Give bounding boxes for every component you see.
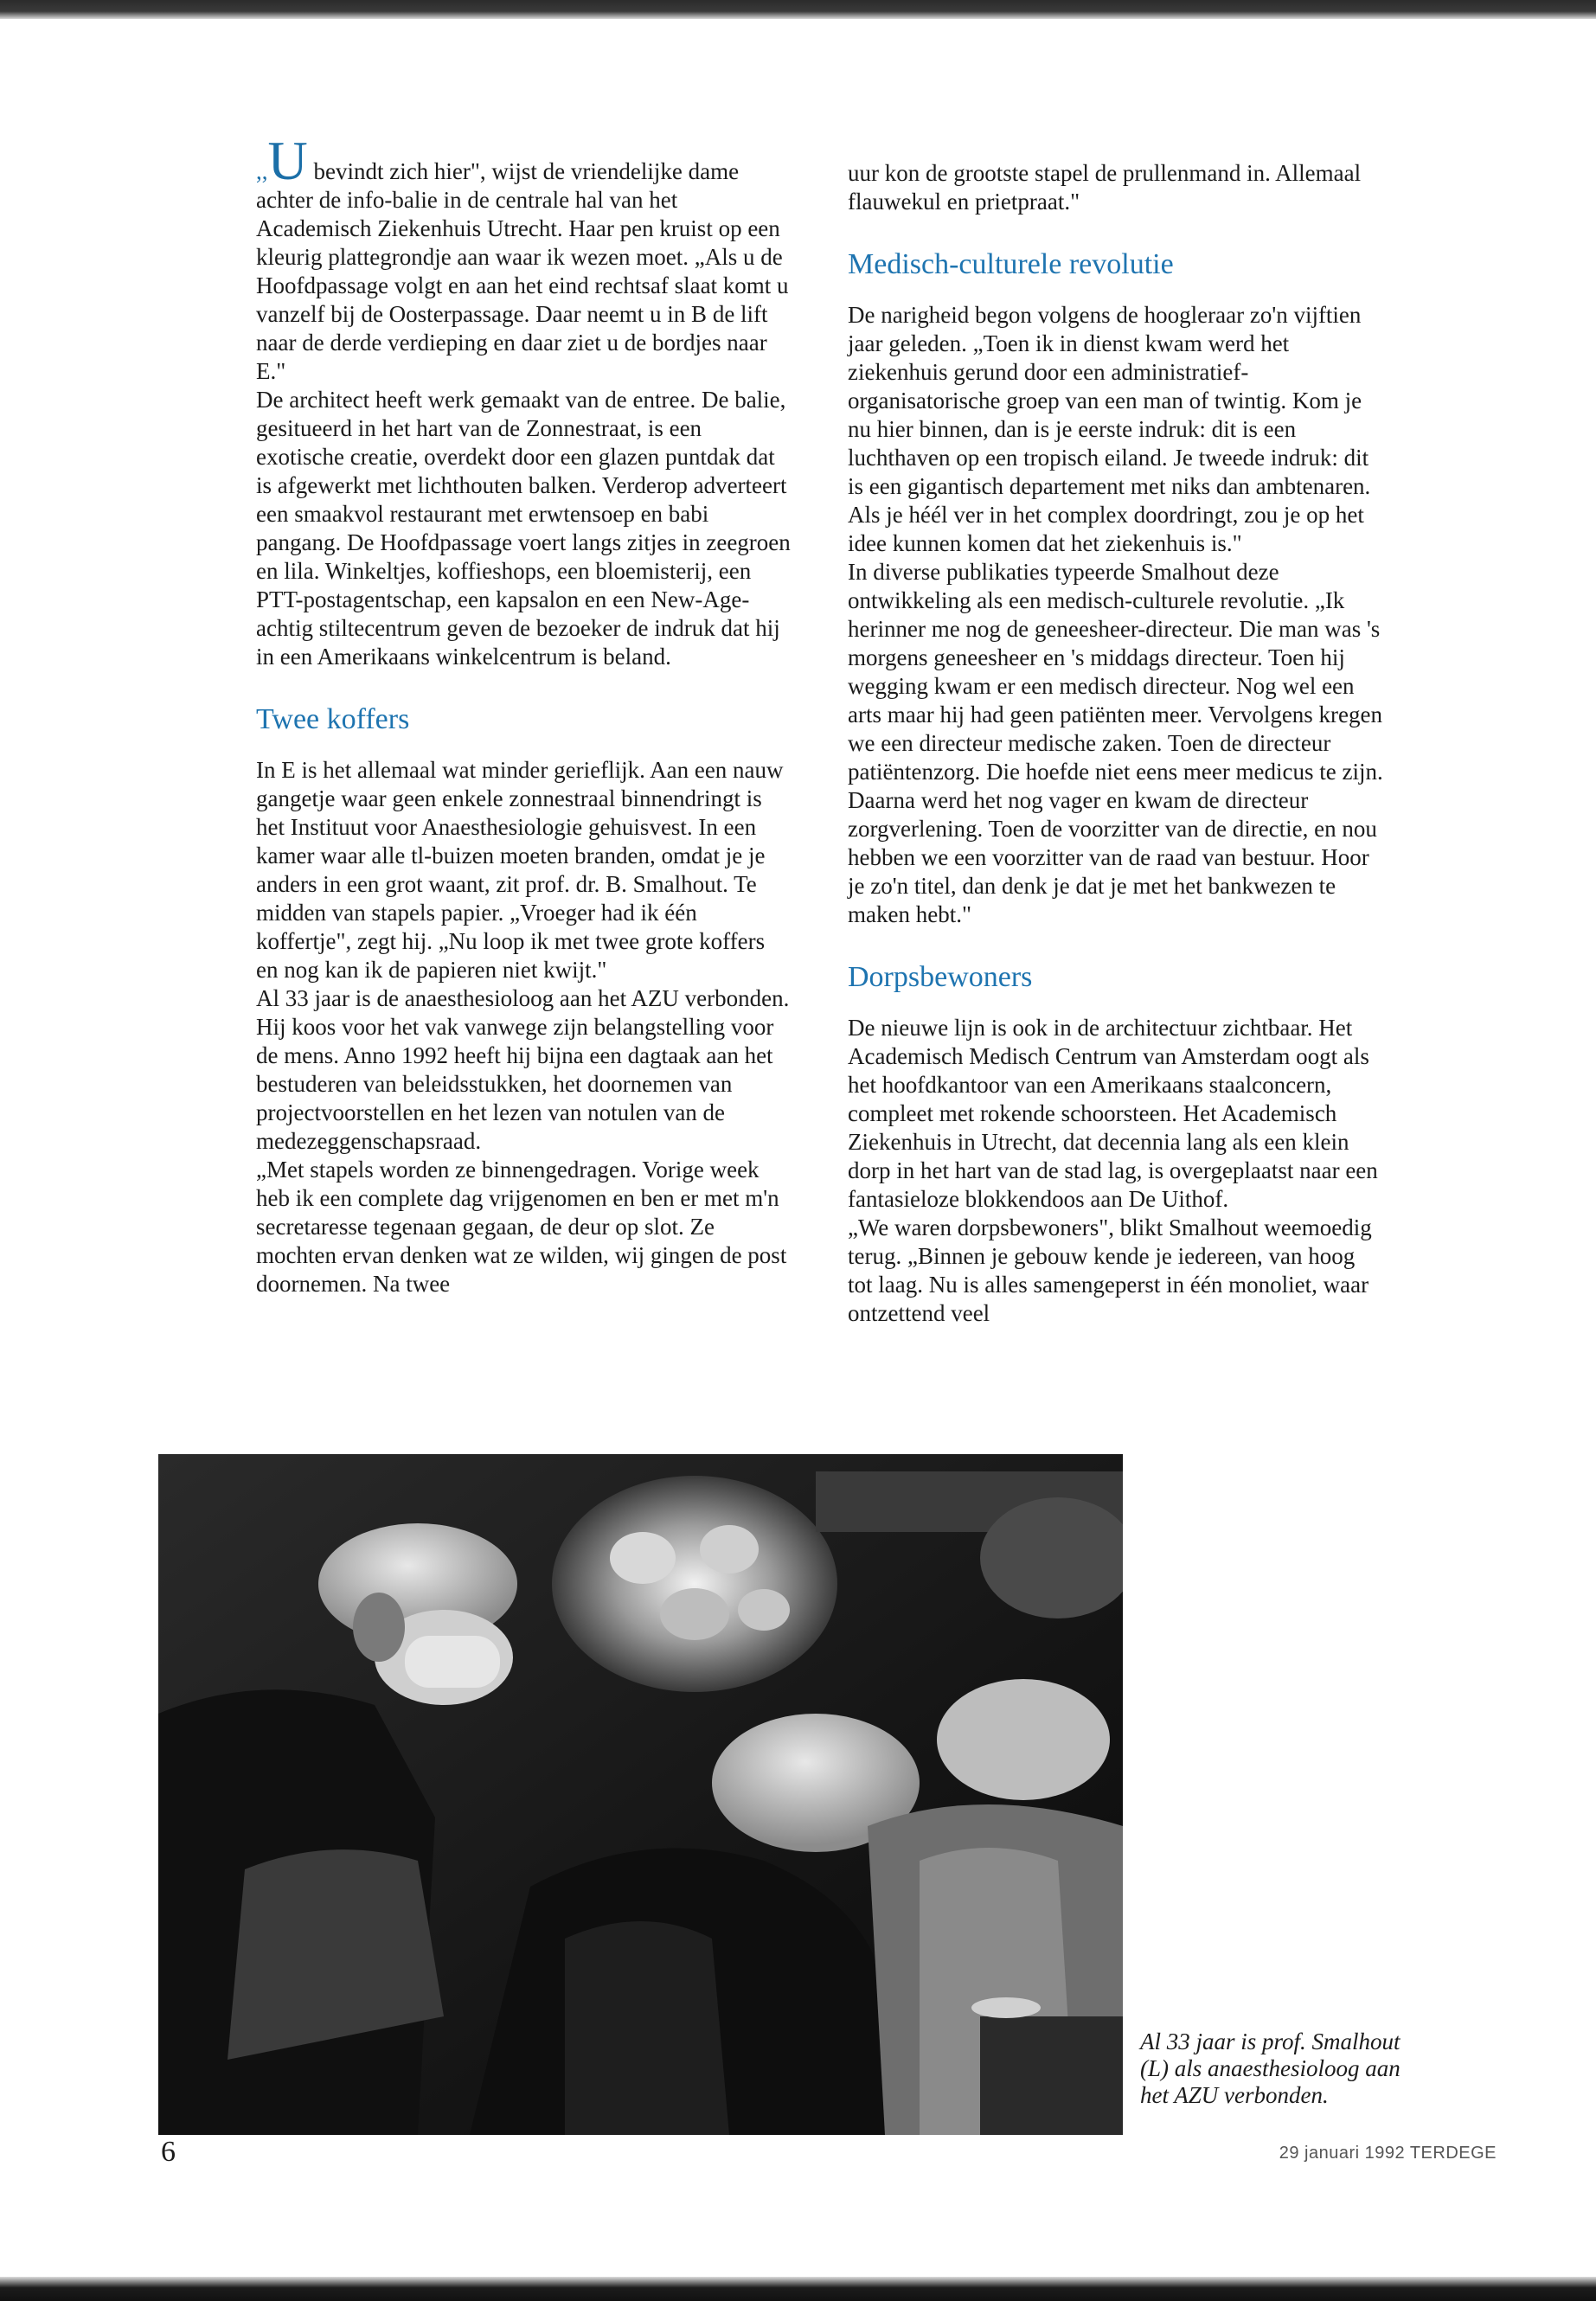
operating-room-photo xyxy=(158,1454,1123,2135)
left-column xyxy=(256,130,792,1298)
intro-paragraph xyxy=(256,130,792,386)
scan-bottom-edge xyxy=(0,2277,1596,2301)
body-paragraph: „Met stapels worden ze binnengedragen. Vorige week heb ik een complete dag vrijgenomen en ben er met m'n secretaresse tegenaan gegaan, de deur op slot. Ze mochten ervan denken wat ze wilden, wij gingen de post doornemen. Na twee xyxy=(256,1157,787,1297)
body-paragraph: Al 33 jaar is de anaesthesioloog aan het AZU verbonden. Hij koos voor het vak vanwege zijn belangstelling voor de mens. Anno 1992 heeft hij bijna een dagtaak aan het bestuderen van beleidsstukken, het doornemen van projectvoorstellen en het lezen van notulen van de medezeggenschapsraad. xyxy=(256,985,790,1154)
surgical-lamp xyxy=(552,1476,837,1692)
photo-caption: Al 33 jaar is prof. Smalhout (L) als anaesthesioloog aan het AZU verbonden. xyxy=(1140,2029,1401,2108)
photo-illustration xyxy=(158,1454,1123,2135)
body-paragraph: In diverse publikaties typeerde Smalhout deze ontwikkeling als een medisch-culturele revolutie. „Ik herinner me nog de geneesheer-directeur. Die man was 's morgens geneesheer en 's middags directeur. Toen hij wegging kwam er een medisch directeur. Nog wel een arts maar hij had geen patiënten meer. Vervolgens kregen we een directeur medische zaken. Toen de directeur patiëntenzorg. Die hoefde niet eens meer medicus te zijn. Daarna werd het nog vager en kwam de directeur zorgverlening. Toen de voorzitter van de directie, en nou hebben we een voorzitter van de raad van bestuur. Hoor je zo'n titel, dan denk je dat je met het bankwezen te maken hebt." xyxy=(848,559,1383,927)
body-paragraph: De narigheid begon volgens de hoogleraar zo'n vijftien jaar geleden. „Toen ik in dienst kwam werd het ziekenhuis gerund door een administratief-organisatorische groep van een man of twintig. Kom je nu hier binnen, dan is je eerste indruk: dit is een luchthaven op een tropisch eiland. Je tweede indruk: dit is een gigantisch departement met niks dan ambtenaren. Als je héél ver in het complex doordringt, zou je op het idee kunnen komen dat het ziekenhuis is." xyxy=(848,302,1371,556)
right-column xyxy=(848,159,1384,1328)
page-number: 6 xyxy=(161,2136,176,2168)
scan-top-edge xyxy=(0,0,1596,19)
section-heading-dorpsbewoners: Dorpsbewoners xyxy=(848,961,1033,993)
section-heading-twee-koffers: Twee koffers xyxy=(256,703,410,735)
body-paragraph: In E is het allemaal wat minder gerieflijk. Aan een nauw gangetje waar geen enkele zonnestraal binnendringt is het Instituut voor Anaesthesiologie gehuisvest. In een kamer waar alle tl-buizen moeten branden, omdat je je anders in een grot waant, zit prof. dr. B. Smalhout. Te midden van stapels papier. „Vroeger had ik één koffertje", zegt hij. „Nu loop ik met twee grote koffers en nog kan ik de papieren niet kwijt." xyxy=(256,757,784,983)
body-paragraph: De architect heeft werk gemaakt van de entree. De balie, gesitueerd in het hart van de Zonnestraat, is een exotische creatie, overdekt door een glazen puntdak dat is afgewerkt met lichthouten balken. Verderop adverteert een smaakvol restaurant met erwtensoep en babi pangang. De Hoofdpassage voert langs zitjes in zeegroen en lila. Winkeltjes, koffieshops, een bloemisterij, een PTT-postagentschap, een kapsalon en een New-Age-achtig stiltecentrum geven de bezoeker de indruk dat hij in een Amerikaans winkelcentrum is beland. xyxy=(256,387,791,670)
body-paragraph: uur kon de grootste stapel de prullenmand in. Allemaal flauwekul en prietpraat." xyxy=(848,160,1362,215)
drop-cap: U xyxy=(267,130,308,191)
intro-text: bevindt zich hier", wijst de vriendelijke dame achter de info-balie in de centrale hal van het Academisch Ziekenhuis Utrecht. Haar pen kruist op een kleurig plattegrondje aan waar ik wezen moet. „Als u de Hoofdpassage volgt en aan het eind rechtsaf slaat komt u vanzelf bij de Oosterpassage. Daar neemt u in B de lift naar de derde verdieping en daar ziet u de bordjes naar E." xyxy=(256,158,789,384)
section-heading-medisch-culturele-revolutie: Medisch-culturele revolutie xyxy=(848,248,1174,280)
open-quote: ,, xyxy=(256,158,268,184)
issue-footer: 29 januari 1992 TERDEGE xyxy=(1279,2144,1497,2163)
body-paragraph: „We waren dorpsbewoners", blikt Smalhout weemoedig terug. „Binnen je gebouw kende je iedereen, van hoog tot laag. Nu is alles samengeperst in één monoliet, waar ontzettend veel xyxy=(848,1215,1372,1326)
body-paragraph: De nieuwe lijn is ook in de architectuur zichtbaar. Het Academisch Medisch Centrum van Amsterdam oogt als het hoofdkantoor van een Amerikaans staalconcern, compleet met rokende schoorsteen. Het Academisch Ziekenhuis in Utrecht, dat decennia lang als een klein dorp in het hart van de stad lag, is overgeplaatst naar een fantasieloze blokkendoos aan De Uithof. xyxy=(848,1015,1378,1212)
